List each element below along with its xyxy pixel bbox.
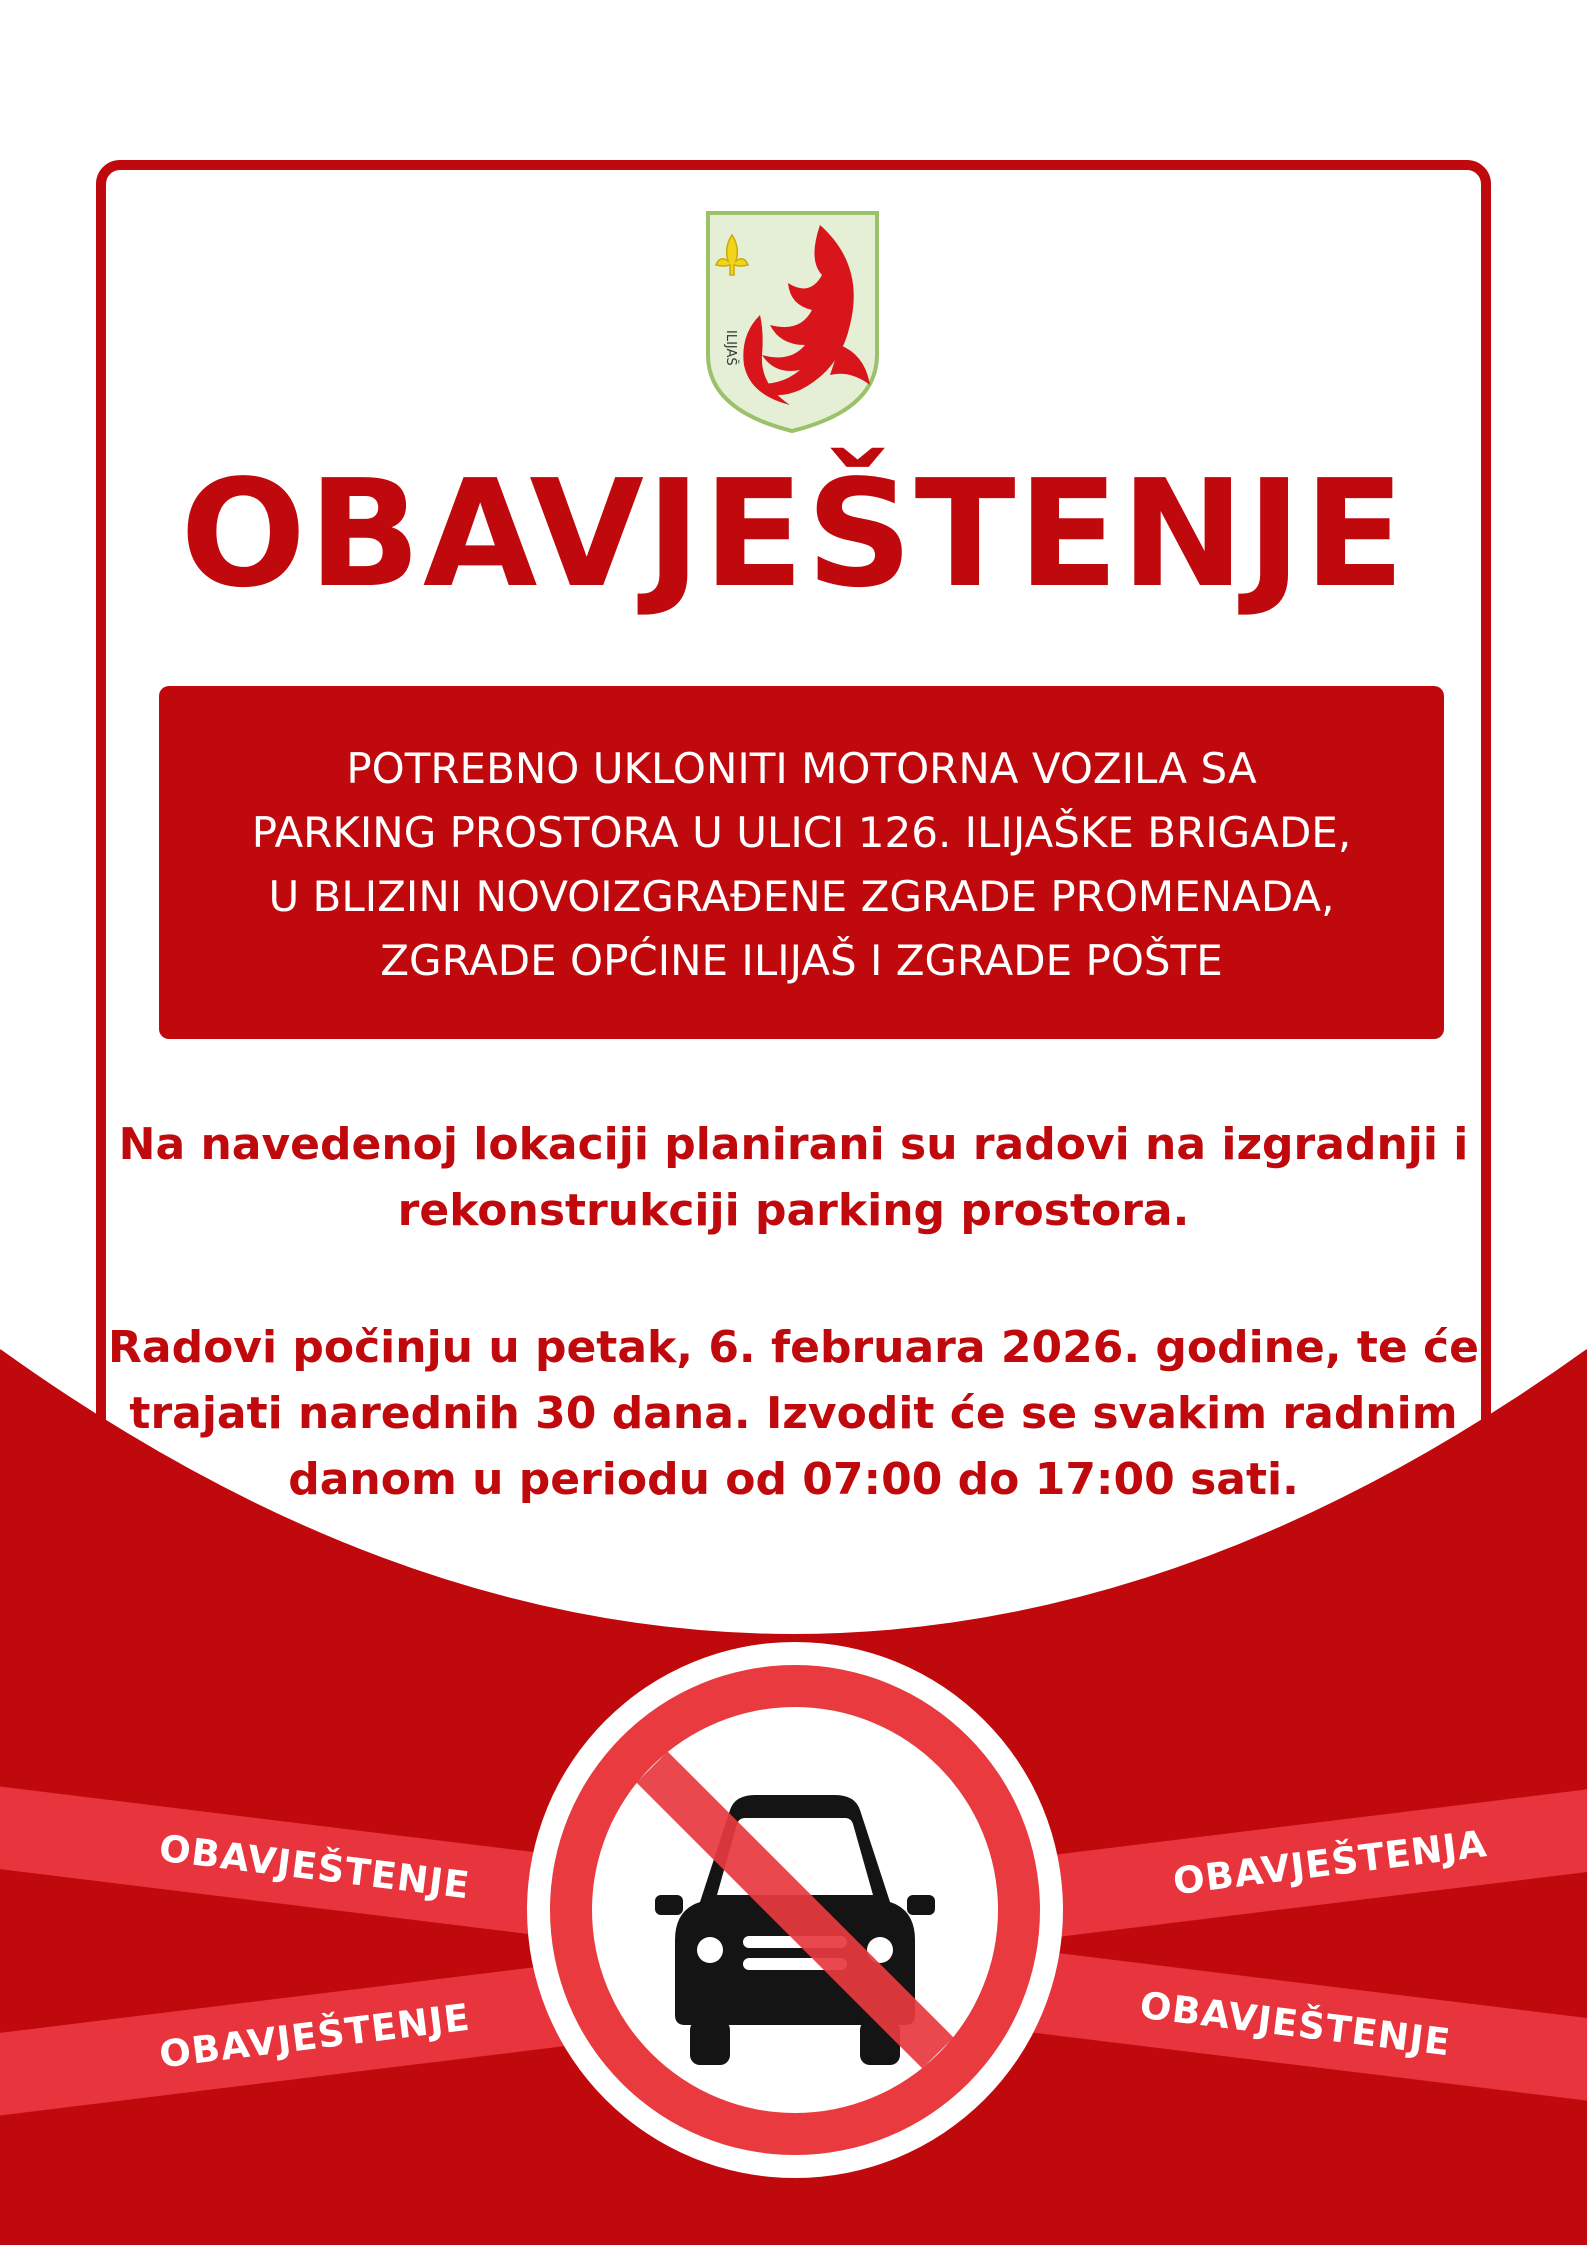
paragraph-line: trajati narednih 30 dana. Izvodit će se svakim radnim: [129, 1388, 1458, 1439]
tape-label: OBAVJEŠTENJA: [1170, 1821, 1490, 1903]
tape-label: OBAVJEŠTENJE: [1137, 1983, 1454, 2064]
paragraph-line: danom u periodu od 07:00 do 17:00 sati.: [288, 1454, 1299, 1505]
notice-line: PARKING PROSTORA U ULICI 126. ILIJAŠKE BRIGADE,: [251, 808, 1352, 857]
tape-label: OBAVJEŠTENJE: [156, 1995, 473, 2076]
notice-line: ZGRADE OPĆINE ILIJAŠ I ZGRADE POŠTE: [380, 936, 1223, 985]
notice-line: U BLIZINI NOVOIZGRAĐENE ZGRADE PROMENADA,: [268, 872, 1335, 921]
paragraph-line: Radovi počinju u petak, 6. februara 2026. godine, te će: [108, 1322, 1479, 1373]
paragraph-line: Na navedenoj lokaciji planirani su radovi na izgradnji i: [118, 1119, 1469, 1170]
paragraph-works-schedule: [0, 1315, 1587, 1513]
no-parking-car-prohibition-icon: [525, 1640, 1065, 2180]
notice-line: POTREBNO UKLONITI MOTORNA VOZILA SA: [346, 744, 1257, 793]
municipality-coat-of-arms-icon: [700, 205, 885, 435]
tape-label: OBAVJEŠTENJE: [156, 1826, 473, 1907]
page-title: OBAVJEŠTENJE: [180, 448, 1407, 620]
notice-box: [159, 686, 1444, 1039]
paragraph-line: rekonstrukciji parking prostora.: [397, 1185, 1190, 1236]
crest-text: ILIJAŠ: [723, 330, 738, 366]
paragraph-works-location: [0, 1112, 1587, 1244]
